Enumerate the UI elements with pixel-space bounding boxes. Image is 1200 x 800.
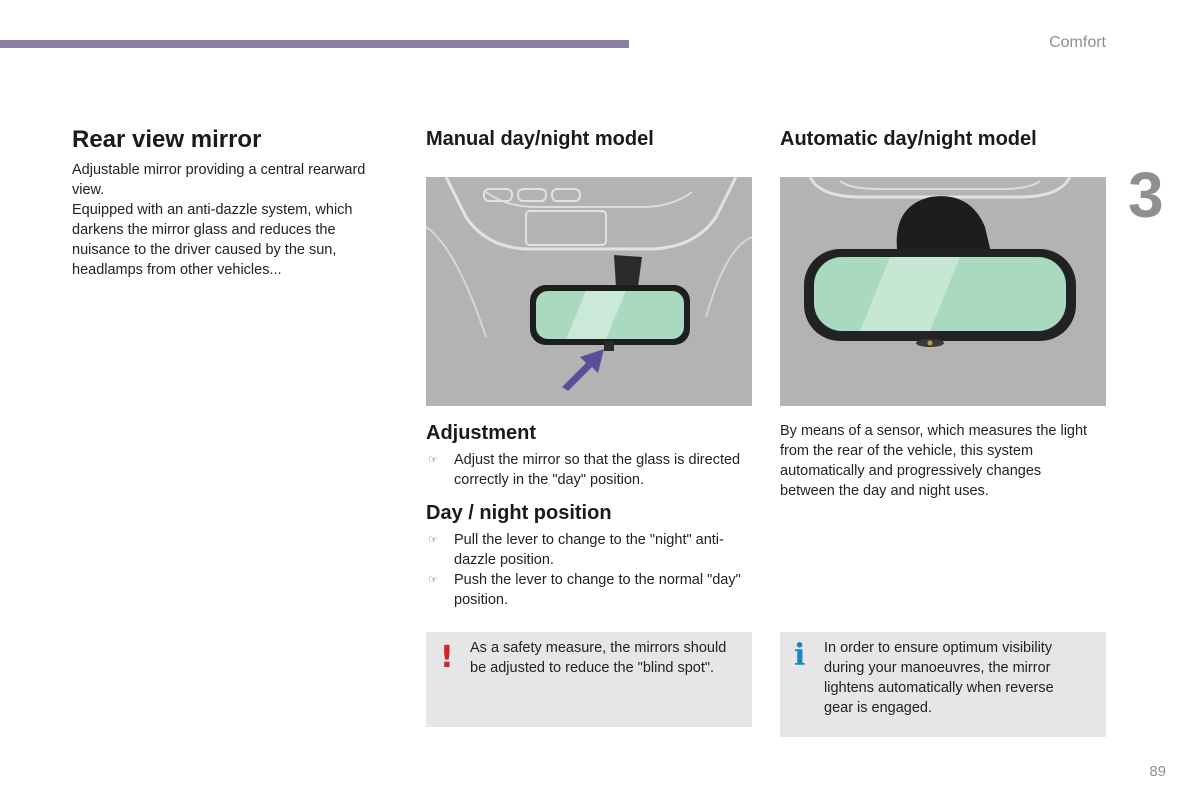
list-item <box>426 570 754 610</box>
info-icon: i <box>794 638 806 673</box>
manual-mirror-image <box>426 177 752 406</box>
automatic-model-title: Automatic day/night model <box>780 128 1037 150</box>
chapter-number: 3 <box>1128 159 1164 231</box>
bullet-text: Pull the lever to change to the "night" anti-dazzle position. <box>454 532 724 568</box>
bullet-text: Push the lever to change to the normal "day" position. <box>454 572 741 608</box>
intro-text <box>72 160 392 280</box>
day-night-title: Day / night position <box>426 502 612 524</box>
bullet-text: Adjust the mirror so that the glass is directed correctly in the "day" position. <box>454 452 741 488</box>
section-label: Comfort <box>1049 34 1106 51</box>
warning-note <box>426 632 752 727</box>
pointing-hand-icon: ☞ <box>428 454 438 466</box>
automatic-mirror-image <box>780 177 1106 406</box>
header-accent-bar <box>0 40 629 48</box>
list-item <box>426 450 754 490</box>
adjustment-list <box>426 450 754 490</box>
automatic-description: By means of a sensor, which measures the light from the rear of the vehicle, this system automatically and progressively changes between the day and night uses. <box>780 423 1088 499</box>
list-item <box>426 530 754 570</box>
info-note <box>780 632 1106 737</box>
warning-text: As a safety measure, the mirrors should be adjusted to reduce the "blind spot". <box>470 640 727 676</box>
page-number: 89 <box>1149 763 1166 780</box>
info-text: In order to ensure optimum visibility during your manoeuvres, the mirror lightens automatically when reverse gear is engaged. <box>824 640 1054 716</box>
intro-paragraph: Adjustable mirror providing a central rearward view. <box>72 162 366 198</box>
adjustment-title: Adjustment <box>426 422 536 444</box>
day-night-list <box>426 530 754 610</box>
pointing-hand-icon: ☞ <box>428 574 438 586</box>
warning-icon: ! <box>440 640 454 675</box>
page-title: Rear view mirror <box>72 126 262 153</box>
intro-paragraph: Equipped with an anti-dazzle system, which darkens the mirror glass and reduces the nuisance to the driver caused by the sun, headlamps from other vehicles... <box>72 202 353 278</box>
pointing-hand-icon: ☞ <box>428 534 438 546</box>
manual-model-title: Manual day/night model <box>426 128 654 150</box>
